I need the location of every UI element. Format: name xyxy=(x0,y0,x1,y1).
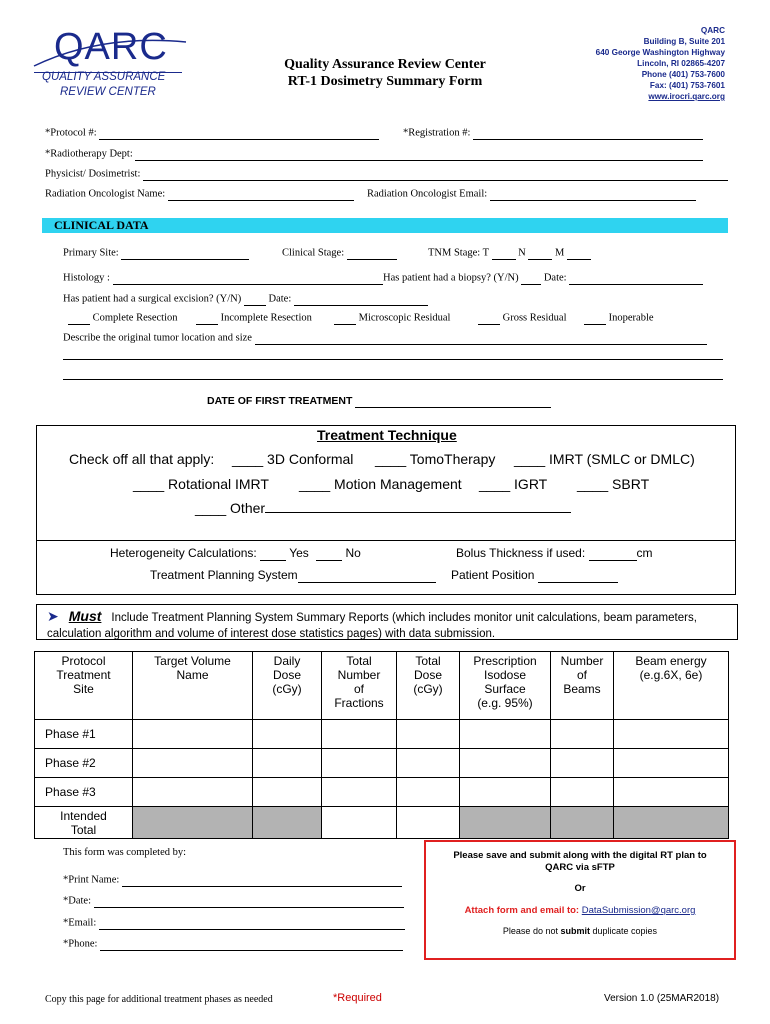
logo-subtitle xyxy=(42,70,165,100)
table-cell[interactable] xyxy=(397,778,460,807)
table-cell[interactable] xyxy=(460,749,551,778)
intended-total-label xyxy=(35,807,133,839)
submit-attach-label: Attach form and email to: xyxy=(464,905,580,916)
resection-inoperable-label: Inoperable xyxy=(608,312,654,324)
resection-incomplete-label: Incomplete Resection xyxy=(220,312,312,324)
histology-label: Histology : xyxy=(63,272,110,284)
date-field xyxy=(63,895,404,908)
dup-part2: submit xyxy=(560,926,590,936)
excision-date-label: Date: xyxy=(268,293,292,305)
email-input[interactable] xyxy=(99,917,405,930)
website-link[interactable]: www.irocri.qarc.org xyxy=(648,92,725,101)
address-line: Building B, Suite 201 xyxy=(643,37,725,46)
table-cell[interactable] xyxy=(253,749,322,778)
biopsy-date-label: Date: xyxy=(543,272,567,284)
oncologist-name-label: Radiation Oncologist Name: xyxy=(45,188,166,200)
option-tomotherapy[interactable]: ____ TomoTherapy xyxy=(375,451,496,467)
option-label: SBRT xyxy=(612,476,650,492)
heterogeneity-yes-label: Yes xyxy=(289,546,309,560)
protocol-input[interactable] xyxy=(99,127,379,140)
resection-inoperable-check[interactable] xyxy=(584,312,606,325)
tnm-t-input[interactable] xyxy=(492,247,516,260)
address-line: Phone (401) 753-7600 xyxy=(641,70,725,79)
tps-input[interactable] xyxy=(298,570,436,583)
protocol-field xyxy=(45,127,379,140)
submit-duplicate-note xyxy=(426,926,734,936)
histology-field xyxy=(63,272,383,285)
table-cell[interactable] xyxy=(551,720,614,749)
describe-input-1[interactable] xyxy=(255,332,707,345)
resection-inoperable xyxy=(584,312,654,325)
table-cell[interactable] xyxy=(133,720,253,749)
option-label: IMRT (SMLC or DMLC) xyxy=(549,451,695,467)
table-cell[interactable] xyxy=(614,720,729,749)
submit-email-link[interactable]: DataSubmission@qarc.org xyxy=(581,905,696,916)
arrow-icon: ➤ xyxy=(47,608,59,624)
footer-version: Version 1.0 (25MAR2018) xyxy=(604,993,720,1004)
option-label: Motion Management xyxy=(334,476,462,492)
table-cell[interactable] xyxy=(551,749,614,778)
tps-field xyxy=(150,568,436,583)
header-cell: Target Volume Name xyxy=(133,652,253,720)
excision-field xyxy=(63,293,428,306)
resection-incomplete xyxy=(196,312,312,325)
table-cell[interactable] xyxy=(614,749,729,778)
print-name-field xyxy=(63,874,402,887)
oncologist-email-label: Radiation Oncologist Email: xyxy=(367,188,488,200)
table-cell[interactable] xyxy=(133,778,253,807)
biopsy-input[interactable] xyxy=(521,272,541,285)
header-cell: Protocol Treatment Site xyxy=(35,652,133,720)
date-label: *Date: xyxy=(63,895,91,907)
header-cell: Beam energy (e.g.6X, 6e) xyxy=(614,652,729,720)
table-cell[interactable] xyxy=(460,778,551,807)
radiotherapy-dept-input[interactable] xyxy=(135,148,703,161)
option-other-label: Other xyxy=(230,500,266,516)
clinical-stage-label: Clinical Stage: xyxy=(282,247,345,259)
row-label: Phase #1 xyxy=(35,720,133,749)
histology-input[interactable] xyxy=(113,272,383,285)
resection-gross-check[interactable] xyxy=(478,312,500,325)
table-cell[interactable] xyxy=(397,749,460,778)
submit-line1: Please save and submit along with the digital RT plan to QARC via sFTP xyxy=(453,850,707,873)
biopsy-field xyxy=(383,272,703,285)
tnm-n-label: N xyxy=(518,247,526,259)
grey-cell xyxy=(460,807,551,839)
print-name-label: *Print Name: xyxy=(63,874,120,886)
option-label: Rotational IMRT xyxy=(168,476,269,492)
tnm-stage-label: TNM Stage: xyxy=(428,247,481,259)
table-cell[interactable] xyxy=(397,720,460,749)
footer-copy-note: Copy this page for additional treatment phases as needed xyxy=(45,994,273,1005)
option-label: IGRT xyxy=(514,476,548,492)
tps-label: Treatment Planning System xyxy=(150,568,298,582)
clinical-data-heading: CLINICAL DATA xyxy=(42,218,728,233)
table-header-row xyxy=(35,652,729,720)
bolus-field xyxy=(456,546,653,561)
header-cell: Number of Beams xyxy=(551,652,614,720)
first-treatment-label: DATE OF FIRST TREATMENT xyxy=(207,395,353,407)
treatment-technique-heading: Treatment Technique xyxy=(317,427,457,443)
table-cell[interactable] xyxy=(551,778,614,807)
tnm-m-label: M xyxy=(554,247,565,259)
header-cell: Prescription Isodose Surface (e.g. 95%) xyxy=(460,652,551,720)
title-line2: RT-1 Dosimetry Summary Form xyxy=(287,74,483,89)
phone-label: *Phone: xyxy=(63,938,98,950)
grey-cell xyxy=(614,807,729,839)
primary-site-label: Primary Site: xyxy=(63,247,119,259)
footer-required: *Required xyxy=(333,992,382,1004)
resection-microscopic xyxy=(334,312,450,325)
heterogeneity-field xyxy=(110,546,361,561)
table-cell[interactable] xyxy=(322,778,397,807)
bolus-unit: cm xyxy=(636,546,653,560)
oncologist-email-input[interactable] xyxy=(490,188,696,201)
option-sbrt[interactable]: ____ SBRT xyxy=(577,476,650,492)
tech-divider xyxy=(36,540,736,541)
tnm-m-input[interactable] xyxy=(567,247,591,260)
biopsy-date-input[interactable] xyxy=(569,272,703,285)
address-line: Fax: (401) 753-7601 xyxy=(649,81,725,90)
must-notice xyxy=(47,608,732,642)
clinical-stage-field xyxy=(282,247,397,260)
resection-incomplete-check[interactable] xyxy=(196,312,218,325)
excision-label: Has patient had a surgical excision? (Y/N) xyxy=(63,293,242,305)
primary-site-field xyxy=(63,247,249,260)
table-row-total xyxy=(35,807,729,839)
grey-cell xyxy=(253,807,322,839)
table-cell[interactable] xyxy=(614,778,729,807)
table-cell[interactable] xyxy=(133,749,253,778)
logo-sub-line1: QUALITY ASSURANCE xyxy=(42,71,166,83)
oncologist-email-field xyxy=(367,188,696,201)
table-cell[interactable] xyxy=(253,778,322,807)
first-treatment-input[interactable] xyxy=(355,395,551,408)
heterogeneity-no-label: No xyxy=(345,546,361,560)
address-line: 640 George Washington Highway xyxy=(595,48,725,57)
intended-line2: Total xyxy=(70,822,97,837)
describe-line-2[interactable] xyxy=(63,359,723,360)
option-label: TomoTherapy xyxy=(409,451,496,467)
oncologist-name-field xyxy=(45,188,354,201)
resection-complete-label: Complete Resection xyxy=(92,312,178,324)
address-line: QARC xyxy=(700,26,725,35)
first-treatment-field xyxy=(207,395,551,408)
option-label: 3D Conformal xyxy=(267,451,354,467)
radiotherapy-dept-field xyxy=(45,148,703,161)
table-cell[interactable] xyxy=(397,807,460,839)
page-title xyxy=(230,56,540,90)
registration-field xyxy=(403,127,703,140)
table-row xyxy=(35,749,729,778)
dosimetry-table xyxy=(34,651,729,839)
submit-or: Or xyxy=(574,883,586,894)
header-cell: Total Dose (cGy) xyxy=(397,652,460,720)
patient-position-label: Patient Position xyxy=(451,568,535,582)
resection-complete-check[interactable] xyxy=(68,312,90,325)
option-igrt[interactable]: ____ IGRT xyxy=(479,476,548,492)
print-name-input[interactable] xyxy=(122,874,402,887)
check-label: Check off all that apply: xyxy=(69,451,215,467)
radiotherapy-dept-label: *Radiotherapy Dept: xyxy=(45,148,133,160)
row-label: Phase #3 xyxy=(35,778,133,807)
describe-line-3[interactable] xyxy=(63,379,723,380)
submit-attach-line xyxy=(426,905,734,916)
tnm-t-label: T xyxy=(482,247,489,259)
bolus-label: Bolus Thickness if used: xyxy=(456,546,586,560)
must-label: Must xyxy=(68,608,102,624)
resection-microscopic-label: Microscopic Residual xyxy=(358,312,451,324)
primary-site-input[interactable] xyxy=(121,247,249,260)
bolus-input[interactable] xyxy=(589,548,637,561)
address-block xyxy=(596,25,725,102)
must-text: Include Treatment Planning System Summary Reports (which includes monitor unit calculations, beam parameters, calculation algorithm and volume of interest dose statistics pages) with data submission. xyxy=(47,612,697,640)
completed-by-label: This form was completed by: xyxy=(63,847,187,858)
dup-part1: Please do not xyxy=(502,926,558,936)
logo: QARC xyxy=(54,26,168,68)
resection-microscopic-check[interactable] xyxy=(334,312,356,325)
describe-field xyxy=(63,332,707,345)
heterogeneity-label: Heterogeneity Calculations: xyxy=(110,546,257,560)
date-input[interactable] xyxy=(94,895,404,908)
logo-sub-line2: REVIEW CENTER xyxy=(60,86,156,98)
physicist-field xyxy=(45,168,728,181)
option-other[interactable]: ____ Other xyxy=(195,500,571,516)
grey-cell xyxy=(551,807,614,839)
heterogeneity-no-check[interactable] xyxy=(316,548,342,561)
table-row xyxy=(35,778,729,807)
table-cell[interactable] xyxy=(253,720,322,749)
excision-input[interactable] xyxy=(244,293,266,306)
grey-cell xyxy=(133,807,253,839)
tnm-n-input[interactable] xyxy=(528,247,552,260)
resection-complete xyxy=(68,312,177,325)
option-rotational-imrt[interactable]: ____ Rotational IMRT xyxy=(133,476,269,492)
oncologist-name-input[interactable] xyxy=(168,188,354,201)
resection-gross-label: Gross Residual xyxy=(502,312,567,324)
option-motion-management[interactable]: ____ Motion Management xyxy=(299,476,462,492)
table-cell[interactable] xyxy=(322,749,397,778)
phone-field xyxy=(63,938,403,951)
biopsy-label: Has patient had a biopsy? (Y/N) xyxy=(383,272,519,284)
clinical-stage-input[interactable] xyxy=(347,247,397,260)
email-field xyxy=(63,917,405,930)
tnm-stage-field xyxy=(428,247,591,260)
intended-line1: Intended xyxy=(60,808,107,823)
excision-date-input[interactable] xyxy=(294,293,428,306)
physicist-label: Physicist/ Dosimetrist: xyxy=(45,168,141,180)
heterogeneity-yes-check[interactable] xyxy=(260,548,286,561)
protocol-label: *Protocol #: xyxy=(45,127,97,139)
patient-position-input[interactable] xyxy=(538,570,618,583)
registration-input[interactable] xyxy=(473,127,703,140)
table-cell[interactable] xyxy=(322,807,397,839)
row-label: Phase #2 xyxy=(35,749,133,778)
registration-label: *Registration #: xyxy=(403,127,471,139)
table-cell[interactable] xyxy=(460,720,551,749)
patient-position-field xyxy=(451,568,618,583)
phone-input[interactable] xyxy=(100,938,403,951)
option-3d-conformal[interactable]: ____ 3D Conformal xyxy=(232,451,354,467)
option-imrt[interactable]: ____ IMRT (SMLC or DMLC) xyxy=(514,451,695,467)
title-line1: Quality Assurance Review Center xyxy=(284,57,486,72)
header-cell: Daily Dose (cGy) xyxy=(253,652,322,720)
table-cell[interactable] xyxy=(322,720,397,749)
header-cell: Total Number of Fractions xyxy=(322,652,397,720)
describe-label: Describe the original tumor location and size xyxy=(63,332,252,344)
email-label: *Email: xyxy=(63,917,97,929)
table-row xyxy=(35,720,729,749)
dup-part3: duplicate copies xyxy=(592,926,658,936)
address-line: Lincoln, RI 02865-4207 xyxy=(637,59,725,68)
submit-instructions-box xyxy=(424,840,736,960)
resection-gross xyxy=(478,312,567,325)
physicist-input[interactable] xyxy=(143,168,728,181)
